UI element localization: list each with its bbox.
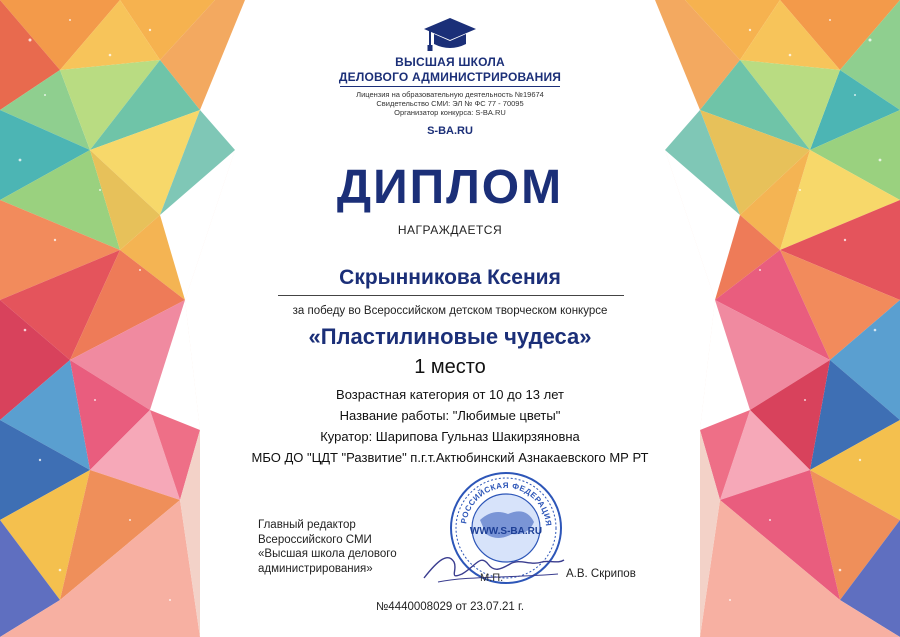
organization-name-line2: ДЕЛОВОГО АДМИНИСТРИРОВАНИЯ (338, 70, 562, 84)
graduation-cap-icon (422, 16, 478, 54)
recipient-name: Скрынникова Ксения (339, 266, 561, 289)
curator: Куратор: Шарипова Гульназ Шакирзяновна (320, 429, 580, 444)
organizer-text: Организатор конкурса: S-BA.RU (394, 108, 506, 117)
stamp-place-mark: М.П. (480, 572, 504, 584)
institution: МБО ДО "ЦДТ "Развитие" п.г.т.Актюбинский Азнакаевского МР РТ (251, 450, 649, 465)
place-label: 1 место (414, 356, 486, 378)
recipient-underline (278, 295, 624, 296)
license-text: Лицензия на образовательную деятельность №19674 (356, 90, 544, 99)
header-divider (340, 86, 560, 87)
work-title: Название работы: "Любимые цветы" (339, 408, 561, 423)
signer-position (258, 518, 418, 576)
awarded-label: НАГРАЖДАЕТСЯ (397, 223, 503, 237)
media-certificate-text: Свидетельство СМИ: ЭЛ № ФС 77 - 70095 (376, 99, 524, 108)
contest-name: «Пластилиновые чудеса» (308, 324, 592, 349)
site-link[interactable]: S-BA.RU (427, 125, 473, 137)
diploma-title: ДИПЛОМ (336, 161, 564, 214)
signer-name: А.В. Скрипов (566, 568, 636, 580)
award-reason: за победу во Всероссийском детском творческом конкурсе (292, 305, 608, 317)
signer-position-line: Всероссийского СМИ (258, 533, 372, 546)
signer-position-line: администрирования» (258, 562, 373, 575)
signer-position-line: «Высшая школа делового (258, 548, 397, 560)
stamp-site-text: WWW.S-BA.RU (469, 526, 543, 537)
organization-name (0, 55, 900, 85)
diploma-number: №4440008029 от 23.07.21 г. (375, 601, 525, 613)
stamp-top-text: РОССИЙСКАЯ ФЕДЕРАЦИЯ (459, 480, 554, 527)
age-category: Возрастная категория от 10 до 13 лет (336, 387, 564, 402)
organization-name-line1: ВЫСШАЯ ШКОЛА (395, 55, 505, 69)
signer-position-line: Главный редактор (258, 519, 356, 531)
